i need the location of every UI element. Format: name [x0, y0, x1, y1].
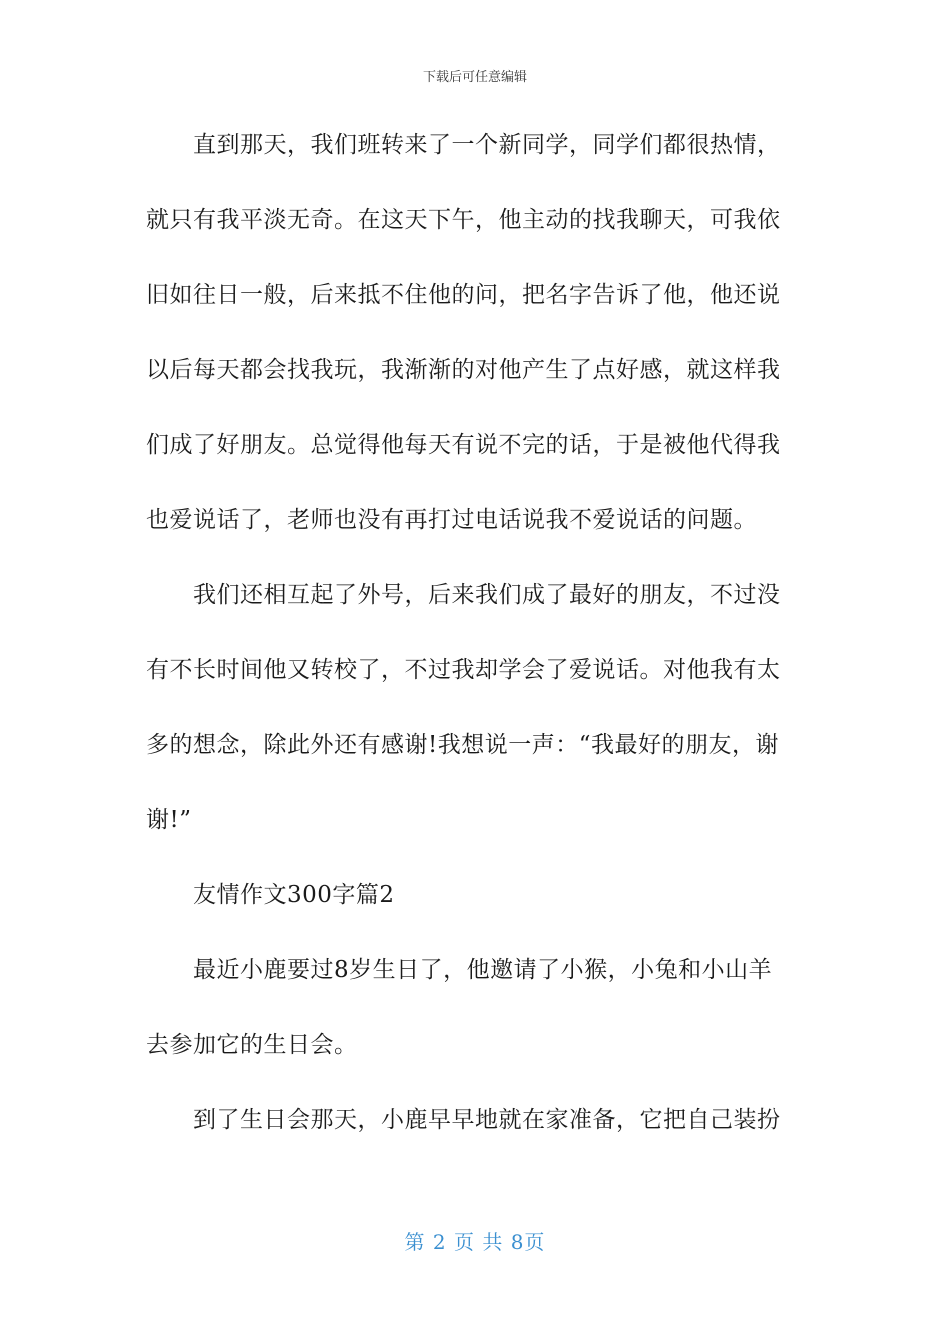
- paragraph-line: 们成了好朋友。总觉得他每天有说不完的话，于是被他代得我: [146, 432, 781, 458]
- paragraph-line: 多的想念，除此外还有感谢!我想说一声：“我最好的朋友，谢: [146, 732, 780, 758]
- paragraph-line: 去参加它的生日会。: [146, 1032, 358, 1058]
- paragraph-line: 直到那天，我们班转来了一个新同学，同学们都很热情，: [193, 132, 781, 158]
- page-number: 第 2 页 共 8页: [404, 1230, 546, 1254]
- paragraph-line: 旧如往日一般，后来抵不住他的问，把名字告诉了他，他还说: [146, 282, 781, 308]
- section-heading: 友情作文300字篇2: [193, 882, 395, 908]
- paragraph-line: 最近小鹿要过8岁生日了，他邀请了小猴，小兔和小山羊: [193, 957, 773, 983]
- paragraph-line: 也爱说话了，老师也没有再打过电话说我不爱说话的问题。: [146, 507, 757, 533]
- paragraph-line: 谢!”: [146, 807, 192, 833]
- paragraph-line: 到了生日会那天，小鹿早早地就在家准备，它把自己装扮: [193, 1107, 781, 1133]
- paragraph-line: 就只有我平淡无奇。在这天下午，他主动的找我聊天，可我依: [146, 207, 781, 233]
- paragraph-line: 我们还相互起了外号，后来我们成了最好的朋友，不过没: [193, 582, 781, 608]
- header-note: 下载后可任意编辑: [422, 70, 527, 85]
- paragraph-line: 有不长时间他又转校了，不过我却学会了爱说话。对他我有太: [146, 657, 781, 683]
- paragraph-line: 以后每天都会找我玩，我渐渐的对他产生了点好感，就这样我: [146, 357, 781, 383]
